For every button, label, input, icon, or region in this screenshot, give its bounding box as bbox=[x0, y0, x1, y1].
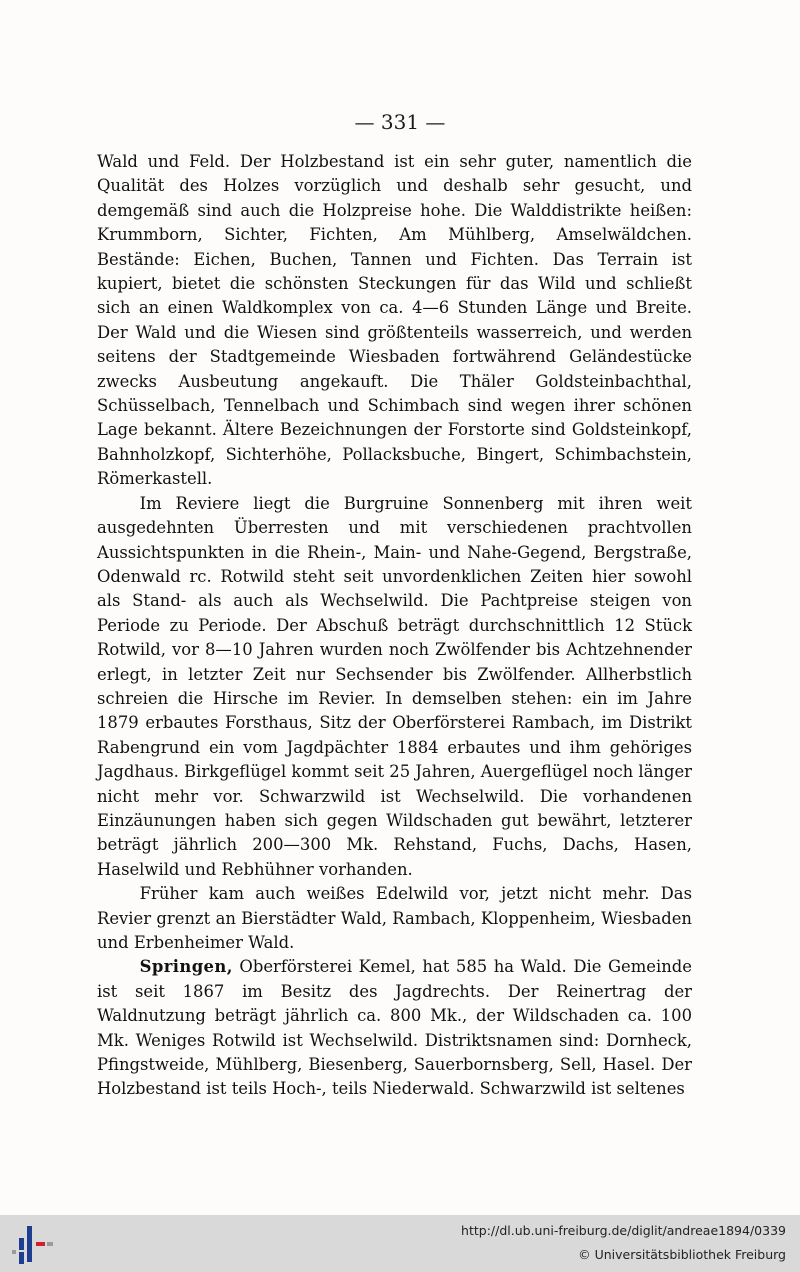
paragraph-3-text: Früher kam auch weißes Edelwild vor, jetzt nicht mehr. Das Revier grenzt an Bierstädter Wald, Rambach, Kloppenheim, Wiesbaden und Erbenheimer Wald. bbox=[97, 884, 692, 952]
place-name-springen: Springen, bbox=[139, 957, 233, 977]
body-text bbox=[97, 150, 692, 1102]
paragraph-2 bbox=[97, 492, 692, 883]
source-url-link[interactable]: http://dl.ub.uni-freiburg.de/diglit/andreae1894/0339 bbox=[461, 1223, 786, 1238]
paragraph-3 bbox=[97, 882, 692, 955]
paragraph-4-text: Oberförsterei Kemel, hat 585 ha Wald. Die Gemeinde ist seit 1867 im Besitz des Jagdrechts. Der Reinertrag der Waldnutzung beträgt jährlich ca. 800 Mk., der Wildschaden ca. 100 Mk. Weniges Rotwild ist Wechselwild. Distriktsnamen sind: Dornheck, Pfingstweide, Mühlberg, Biesenberg, Sauerbornsberg, Sell, Hasel. Der Holzbestand ist teils Hoch-, teils Niederwald. Schwarzwild ist seltenes bbox=[97, 957, 692, 1099]
page-number: — 331 — bbox=[354, 110, 446, 134]
paragraph-1-text: Wald und Feld. Der Holzbestand ist ein sehr guter, namentlich die Qualität des Holzes vorzüglich und deshalb sehr gesucht, und demgemäß sind auch die Holzpreise hohe. Die Walddistrikte heißen: Krummborn, Sichter, Fichten, Am Mühlberg, Amselwäldchen. Bestände: Eichen, Buchen, Tannen und Fichten. Das Terrain ist kupiert, bietet die schönsten Steckungen für das Wild und schließt sich an einen Waldkomplex von ca. 4—6 Stunden Länge und Breite. Der Wald und die Wiesen sind größtenteils wasserreich, und werden seitens der Stadtgemeinde Wiesbaden fortwährend Geländestücke zwecks Ausbeutung angekauft. Die Thäler Goldsteinbachthal, Schüsselbach, Tennelbach und Schimbach sind wegen ihrer schönen Lage bekannt. Ältere Bezeichnungen der Forstorte sind Goldsteinkopf, Bahnholzkopf, Sichterhöhe, Pollacksbuche, Bingert, Schimbachstein, Römerkastell. bbox=[97, 152, 692, 489]
paragraph-1 bbox=[97, 150, 692, 492]
paragraph-2-text: Im Reviere liegt die Burgruine Sonnenberg mit ihren weit ausgedehnten Überresten und mit verschiedenen prachtvollen Aussichtspunkten in die Rhein-, Main- und Nahe-Gegend, Bergstraße, Odenwald rc. Rotwild steht seit unvordenklichen Zeiten hier sowohl als Stand- als auch als Wechselwild. Die Pachtpreise steigen von Periode zu Periode. Der Abschuß beträgt durchschnittlich 12 Stück Rotwild, vor 8—10 Jahren wurden noch Zwölfender bis Achtzehnender erlegt, in letzter Zeit nur Sechsender bis Zwölfender. Allherbstlich schreien die Hirsche im Revier. In demselben stehen: ein im Jahre 1879 erbautes Forsthaus, Sitz der Oberförsterei Rambach, im Distrikt Rabengrund ein vom Jagdpächter 1884 erbautes und ihm gehöriges Jagdhaus. Birkgeflügel kommt seit 25 Jahren, Auergeflügel noch länger nicht mehr vor. Schwarzwild ist Wechselwild. Die vorhandenen Einzäunungen haben sich gegen Wildschaden gut bewährt, letzterer beträgt jährlich 200—300 Mk. Rehstand, Fuchs, Dachs, Hasen, Haselwild und Rebhühner vorhanden. bbox=[97, 493, 692, 879]
paragraph-4 bbox=[97, 955, 692, 1101]
footer-bar bbox=[0, 1215, 800, 1272]
ub-freiburg-logo-icon bbox=[10, 1224, 54, 1264]
copyright-notice: © Universitätsbibliothek Freiburg bbox=[578, 1247, 786, 1262]
